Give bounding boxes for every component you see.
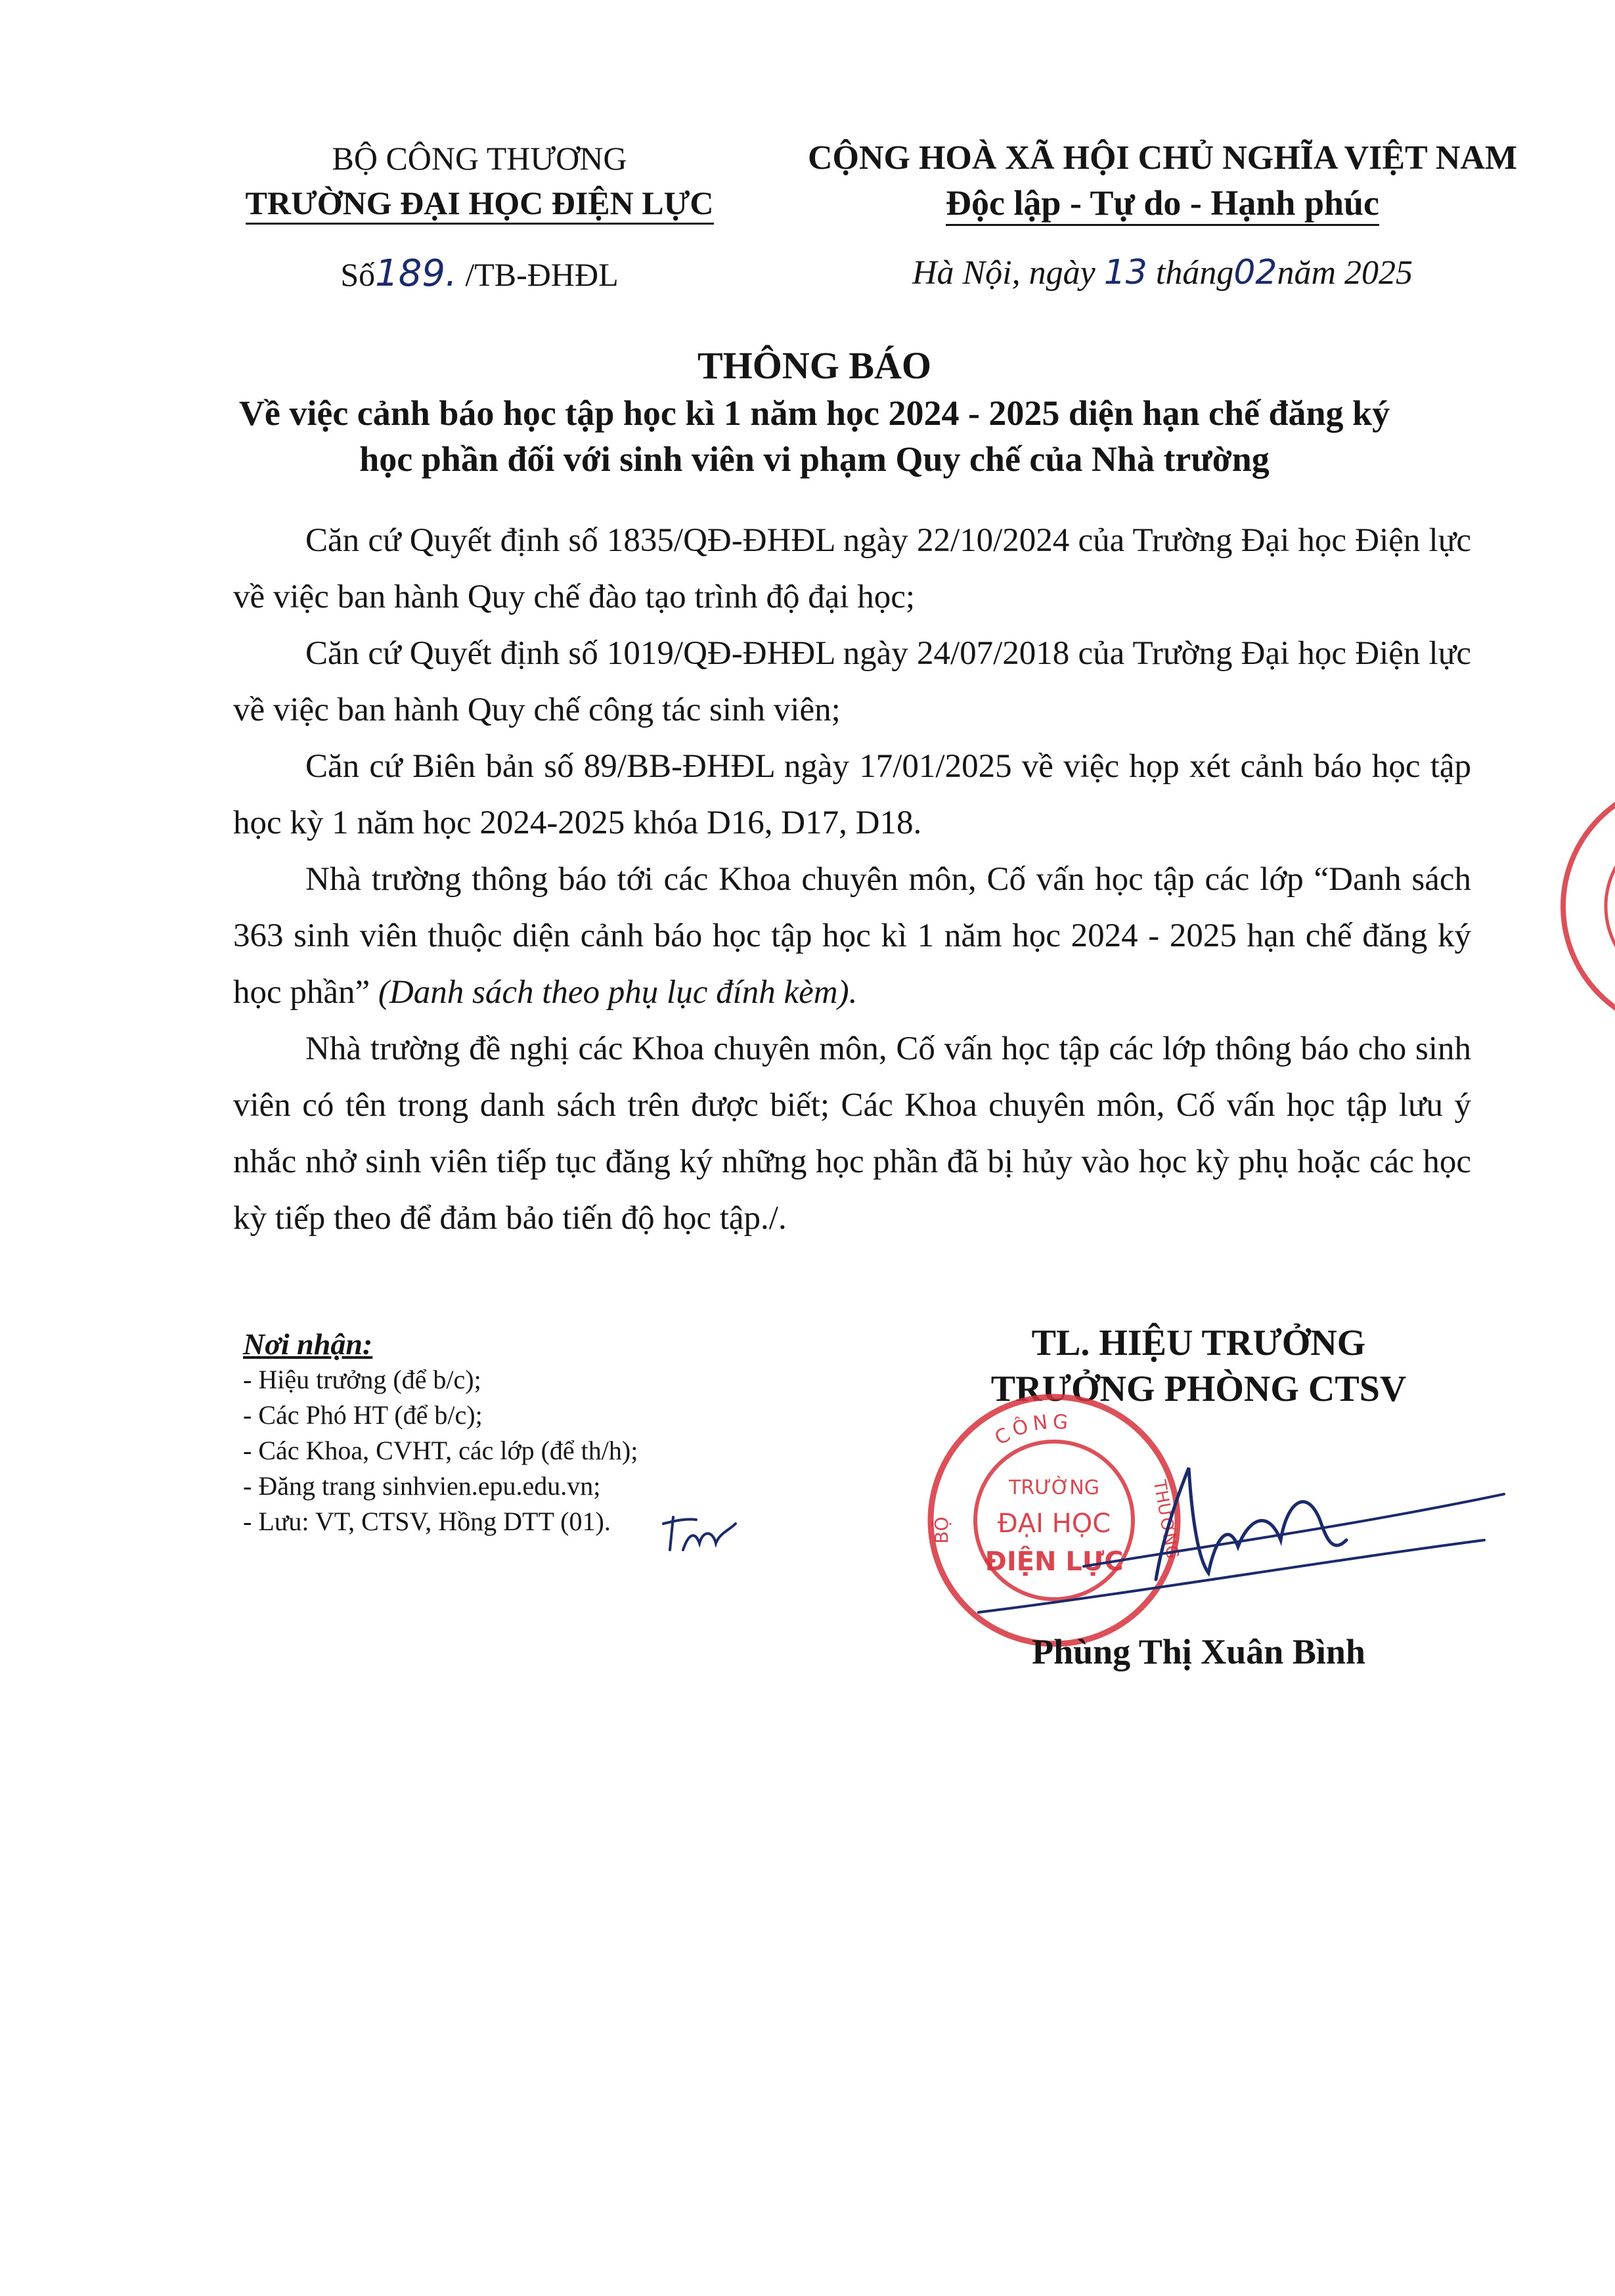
body-paragraph-4-main: Nhà trường thông báo tới các Khoa chuyên môn, Cố vấn học tập các lớp “Danh sách 363 sinh viên thuộc diện cảnh báo học tập học kì 1 năm học 2024 - 2025 hạn chế đăng ký học phần” bbox=[233, 861, 1471, 1011]
recipient-item: - Đăng trang sinhvien.epu.edu.vn; bbox=[243, 1471, 601, 1501]
initials-signature bbox=[657, 1504, 742, 1563]
signatory-name: Phùng Thị Xuân Bình bbox=[1032, 1632, 1365, 1671]
seal-left-text: BỘ bbox=[931, 1516, 952, 1544]
seal-line-3: ĐIỆN LỰC bbox=[984, 1547, 1124, 1577]
seal-line-2: ĐẠI HỌC bbox=[997, 1509, 1111, 1539]
document-subject-line-2: học phần đối với sinh viên vi phạm Quy chế của Nhà trường bbox=[359, 439, 1270, 479]
seal-line-1: TRƯỜNG bbox=[1009, 1476, 1099, 1499]
doc-no-prefix: Số bbox=[340, 256, 376, 293]
body-paragraph-4 bbox=[233, 851, 1471, 1021]
body-paragraph-4-italic: (Danh sách theo phụ lục đính kèm). bbox=[378, 974, 858, 1011]
republic-name: CỘNG HOÀ XÃ HỘI CHỦ NGHĨA VIỆT NAM bbox=[807, 139, 1518, 177]
national-motto bbox=[782, 181, 1543, 225]
seal-right-text: THƯƠNG bbox=[1149, 1478, 1183, 1560]
date-prefix: Hà Nội, ngày bbox=[912, 254, 1095, 292]
signatory-title-2: TRƯỞNG PHÒNG CTSV bbox=[990, 1369, 1407, 1409]
seal-top-text: CÔNG bbox=[990, 1410, 1073, 1451]
place-date bbox=[782, 251, 1543, 295]
university-name-text: TRƯỜNG ĐẠI HỌC ĐIỆN LỰC bbox=[246, 185, 714, 225]
body-paragraph-2: Căn cứ Quyết định số 1019/QĐ-ĐHĐL ngày 24/07/2018 của Trường Đại học Điện lực về việc ban hành Quy chế công tác sinh viên; bbox=[233, 635, 1471, 728]
date-day: 13 bbox=[1103, 253, 1147, 292]
recipient-item: - Hiệu trưởng (để b/c); bbox=[243, 1365, 481, 1394]
document-number bbox=[217, 252, 742, 296]
partial-seal-edge bbox=[1557, 768, 1615, 1044]
body-paragraph-5: Nhà trường đề nghị các Khoa chuyên môn, Cố vấn học tập các lớp thông báo cho sinh viên có tên trong danh sách trên được biết; Các Khoa chuyên môn, Cố vấn học tập lưu ý nhắc nhở sinh viên tiếp tục đăng ký những học phần đã bị hủy vào học kỳ phụ hoặc các học kỳ tiếp theo để đảm bảo tiến độ học tập./. bbox=[233, 1030, 1471, 1237]
document-heading: THÔNG BÁO bbox=[697, 344, 932, 387]
recipients-heading: Nơi nhận: bbox=[243, 1327, 373, 1361]
ministry-name: BỘ CÔNG THƯƠNG bbox=[332, 140, 627, 177]
doc-no-suffix: /TB-ĐHĐL bbox=[465, 256, 619, 293]
body-paragraph-1: Căn cứ Quyết định số 1835/QĐ-ĐHĐL ngày 22/10/2024 của Trường Đại học Điện lực về việc ban hành Quy chế đào tạo trình độ đại học; bbox=[233, 522, 1471, 615]
handwritten-signature bbox=[939, 1442, 1530, 1639]
recipient-item: - Các Phó HT (để b/c); bbox=[243, 1400, 483, 1430]
signatory-title-1: TL. HIỆU TRƯỞNG bbox=[1031, 1323, 1366, 1363]
body-paragraph-3: Căn cứ Biên bản số 89/BB-ĐHĐL ngày 17/01/2025 về việc họp xét cảnh báo học tập học kỳ 1 năm học 2024-2025 khóa D16, D17, D18. bbox=[233, 748, 1471, 841]
national-motto-text: Độc lập - Tự do - Hạnh phúc bbox=[946, 183, 1379, 226]
document-subject-line-1: Về việc cảnh báo học tập học kì 1 năm học 2024 - 2025 diện hạn chế đăng ký bbox=[238, 393, 1390, 433]
university-name bbox=[217, 181, 742, 225]
date-suffix: năm 2025 bbox=[1277, 254, 1413, 292]
doc-no-handwritten: 189. bbox=[375, 252, 457, 295]
date-mid: tháng bbox=[1155, 254, 1234, 292]
recipient-item: - Các Khoa, CVHT, các lớp (để th/h); bbox=[243, 1436, 638, 1465]
recipient-item: - Lưu: VT, CTSV, Hồng DTT (01). bbox=[243, 1507, 611, 1536]
date-month: 02 bbox=[1233, 253, 1277, 292]
